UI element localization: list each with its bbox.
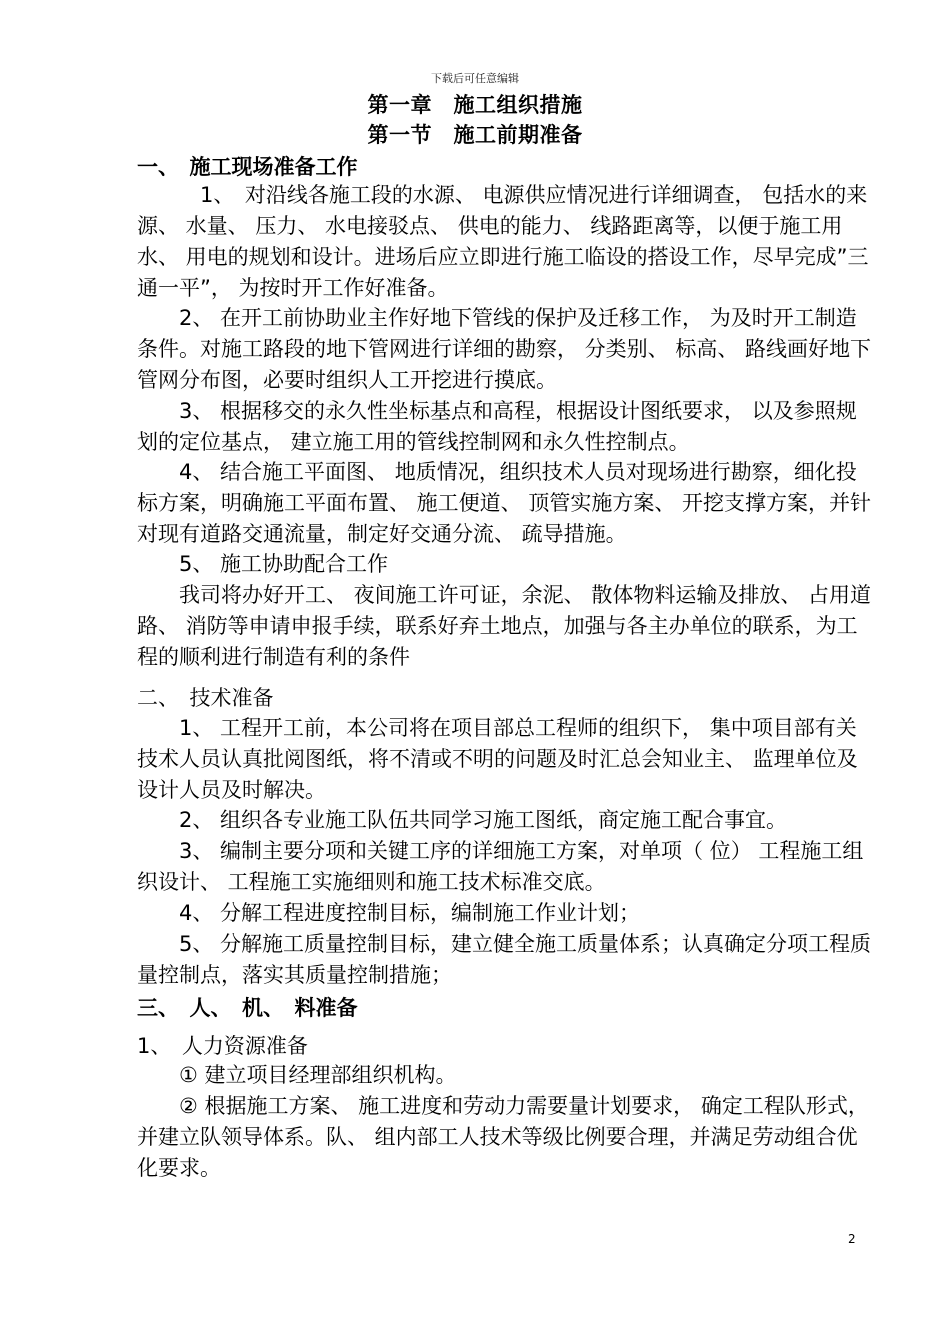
page-number: 2 [848, 1232, 856, 1246]
part2-heading: 二、 技术准备 [137, 686, 274, 710]
chapter-title: 第一章 施工组织措施 [367, 93, 583, 117]
part3-item-1: ① 建立项目经理部组织机构。 [179, 1063, 457, 1087]
part1-item-2: 2、 在开工前协助业主作好地下管线的保护及迁移工作， 为及时开工制造条件。对施工路段的地下管网进行详细的勘察， 分类别、 标高、 路线画好地下管网分布图，必要时组织人工开挖进行摸底。 [137, 306, 872, 392]
part1-item-5: 5、 施工协助配合工作 [179, 552, 389, 576]
part1-item-1: 1、 对沿线各施工段的水源、 电源供应情况进行详细调查， 包括水的来源、 水量、 压力、 水电接驳点、 供电的能力、 线路距离等，以便于施工用水、 用电的规划和设计。进场后应立即进行施工临设的搭设工作，尽早完成”三通一平”， 为按时开工作好准备。 [137, 183, 869, 300]
part1-item-3: 3、 根据移交的永久性坐标基点和高程，根据设计图纸要求， 以及参照规划的定位基点， 建立施工用的管线控制网和永久性控制点。 [137, 399, 857, 454]
part1-item-4: 4、 结合施工平面图、 地质情况，组织技术人员对现场进行勘察，细化投标方案，明确施工平面布置、 施工便道、 顶管实施方案、 开挖支撑方案，并针对现有道路交通流量，制定好交通分流、 疏导措施。 [137, 460, 872, 546]
section-title: 第一节 施工前期准备 [367, 123, 583, 147]
header-note: 下载后可任意编辑 [431, 72, 519, 85]
part2-item-1: 1、 工程开工前，本公司将在项目部总工程师的组织下， 集中项目部有关技术人员认真批阅图纸，将不清或不明的问题及时汇总会知业主、 监理单位及设计人员及时解决。 [137, 716, 858, 802]
part2-item-5: 5、 分解施工质量控制目标，建立健全施工质量体系；认真确定分项工程质量控制点，落实其质量控制措施； [137, 932, 872, 987]
part2-item-4: 4、 分解工程进度控制目标，编制施工作业计划； [179, 901, 641, 925]
part1-item-6: 我司将办好开工、 夜间施工许可证，余泥、 散体物料运输及排放、 占用道路、 消防等申请申报手续，联系好弃土地点，加强与各主办单位的联系，为工程的顺利进行制造有利的条件 [137, 583, 872, 669]
part3-heading: 三、 人、 机、 料准备 [137, 996, 358, 1020]
part1-heading: 一、 施工现场准备工作 [137, 155, 358, 179]
part2-item-3: 3、 编制主要分项和关键工序的详细施工方案，对单项（ 位） 工程施工组织设计、 工程施工实施细则和施工技术标准交底。 [137, 839, 864, 894]
part2-item-2: 2、 组织各专业施工队伍共同学习施工图纸，商定施工配合事宜。 [179, 808, 788, 832]
part3-item-2: ② 根据施工方案、 施工进度和劳动力需要量计划要求， 确定工程队形式， 并建立队领导体系。队、 组内部工人技术等级比例要合理，并满足劳动组合优化要求。 [137, 1094, 869, 1180]
part3-sub-heading: 1、 人力资源准备 [137, 1034, 308, 1058]
